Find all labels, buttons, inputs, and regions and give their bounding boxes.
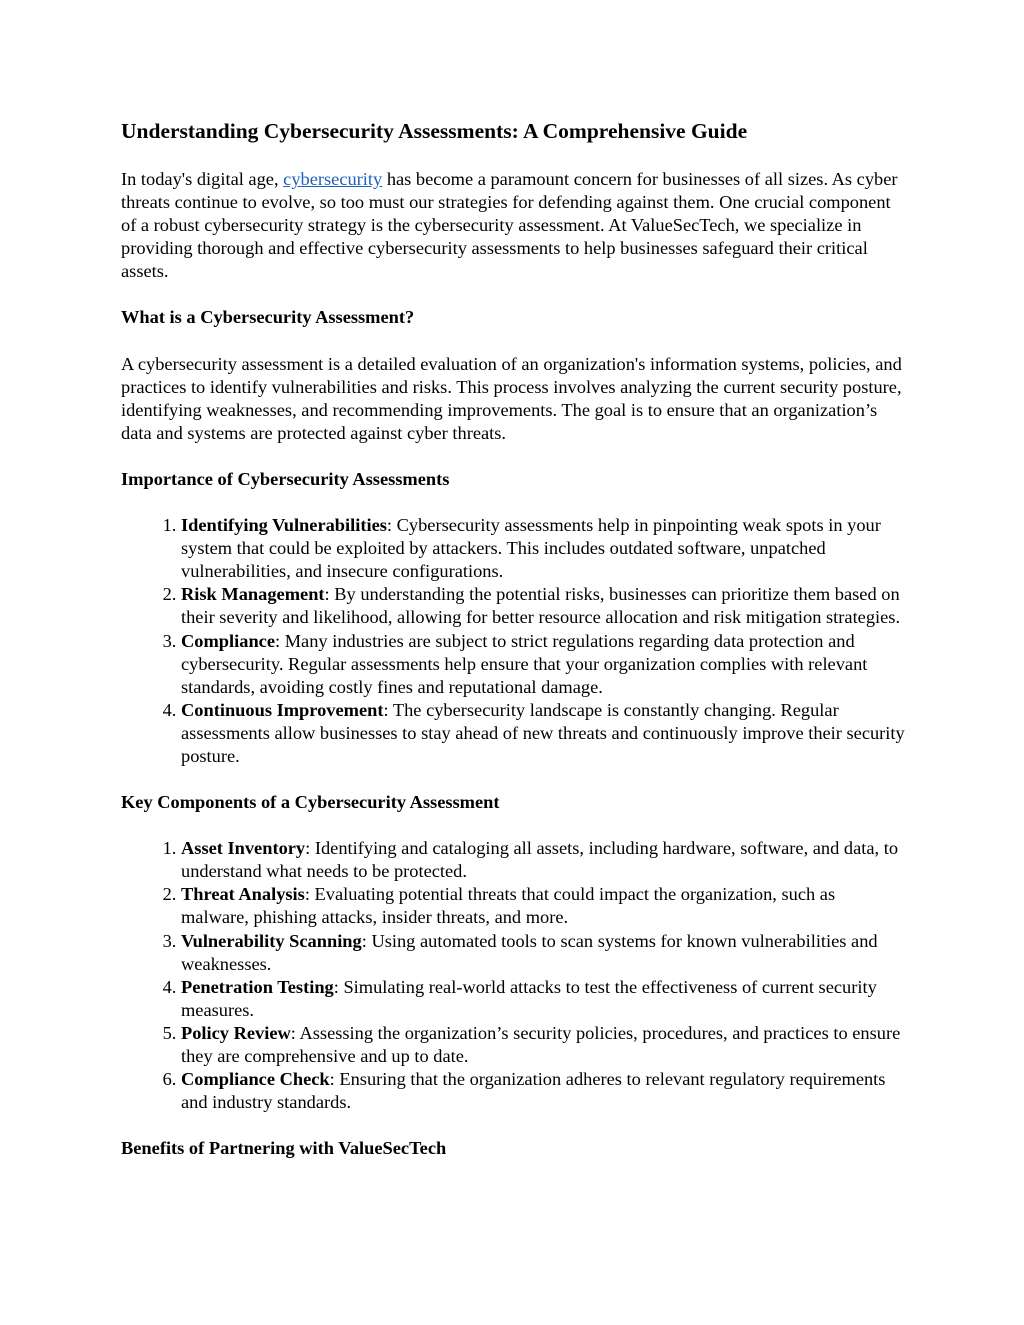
list-item xyxy=(181,583,906,629)
intro-text-after-link: has become a paramount concern for businesses of all sizes. As cyber threats continue to evolve, so too must our strategies for defending against them. One crucial component of a robust cybersecurity strategy is the cybersecurity assessment. At ValueSecTech, we specialize in providing thorough and effective cybersecurity assessments to help businesses safeguard their critical assets. xyxy=(121,169,898,282)
list-item-term: Threat Analysis xyxy=(181,884,305,905)
list-item-text: : Cybersecurity assessments help in pinpointing weak spots in your system that could be exploited by attackers. This includes outdated software, unpatched vulnerabilities, and insecure configurations. xyxy=(181,515,881,582)
list-item xyxy=(181,930,906,976)
section-heading-what-is: What is a Cybersecurity Assessment? xyxy=(121,307,415,328)
list-item-term: Risk Management xyxy=(181,584,325,605)
list-item-text: : Simulating real-world attacks to test the effectiveness of current security measures. xyxy=(181,976,877,1020)
list-item-text: : Identifying and cataloging all assets, including hardware, software, and data, to understand what needs to be protected. xyxy=(181,838,899,882)
list-item xyxy=(181,1068,906,1114)
list-item-term: Asset Inventory xyxy=(181,838,306,859)
cybersecurity-link[interactable]: cybersecurity xyxy=(283,169,383,189)
intro-text-before-link: In today's digital age, xyxy=(121,169,284,189)
list-item-term: Identifying Vulnerabilities xyxy=(181,515,387,536)
list-item-term: Compliance Check xyxy=(181,1069,330,1090)
list-item-text: : The cybersecurity landscape is constantly changing. Regular assessments allow businesses to stay ahead of new threats and continuously improve their security posture. xyxy=(181,699,905,766)
key-components-list xyxy=(121,837,906,1114)
list-item-term: Compliance xyxy=(181,630,275,651)
list-item xyxy=(181,699,906,768)
list-item xyxy=(181,976,906,1022)
list-item-text: : Evaluating potential threats that could impact the organization, such as malware, phishing attacks, insider threats, and more. xyxy=(181,884,836,928)
list-item-text: : Many industries are subject to strict regulations regarding data protection and cybersecurity. Regular assessments help ensure that your organization complies with relevant standards, avoiding costly fines and reputational damage. xyxy=(181,630,868,697)
list-item-term: Penetration Testing xyxy=(181,976,334,997)
list-item-text: : Using automated tools to scan systems for known vulnerabilities and weaknesses. xyxy=(181,930,878,974)
section-heading-benefits: Benefits of Partnering with ValueSecTech xyxy=(121,1138,447,1159)
importance-list xyxy=(121,514,906,768)
list-item xyxy=(181,1022,906,1068)
list-item-term: Policy Review xyxy=(181,1022,291,1043)
list-item-text: : Ensuring that the organization adheres to relevant regulatory requirements and industry standards. xyxy=(181,1069,886,1113)
section-heading-importance: Importance of Cybersecurity Assessments xyxy=(121,468,450,489)
document-page xyxy=(121,118,906,1183)
list-item-text: : Assessing the organization’s security policies, procedures, and practices to ensure they are comprehensive and up to date. xyxy=(181,1022,901,1066)
list-item xyxy=(181,630,906,699)
section-heading-key-components: Key Components of a Cybersecurity Assessment xyxy=(121,792,500,813)
list-item-term: Continuous Improvement xyxy=(181,699,384,720)
list-item xyxy=(181,514,906,583)
what-is-paragraph: A cybersecurity assessment is a detailed evaluation of an organization's information systems, policies, and practices to identify vulnerabilities and risks. This process involves analyzing the current security posture, identifying weaknesses, and recommending improvements. The goal is to ensure that an organization’s data and systems are protected against cyber threats. xyxy=(121,353,902,443)
list-item-text: : By understanding the potential risks, businesses can prioritize them based on their severity and likelihood, allowing for better resource allocation and risk mitigation strategies. xyxy=(181,584,901,628)
document-title: Understanding Cybersecurity Assessments: A Comprehensive Guide xyxy=(121,119,748,143)
list-item xyxy=(181,837,906,883)
list-item xyxy=(181,883,906,929)
list-item-term: Vulnerability Scanning xyxy=(181,930,362,951)
intro-paragraph xyxy=(121,168,906,283)
